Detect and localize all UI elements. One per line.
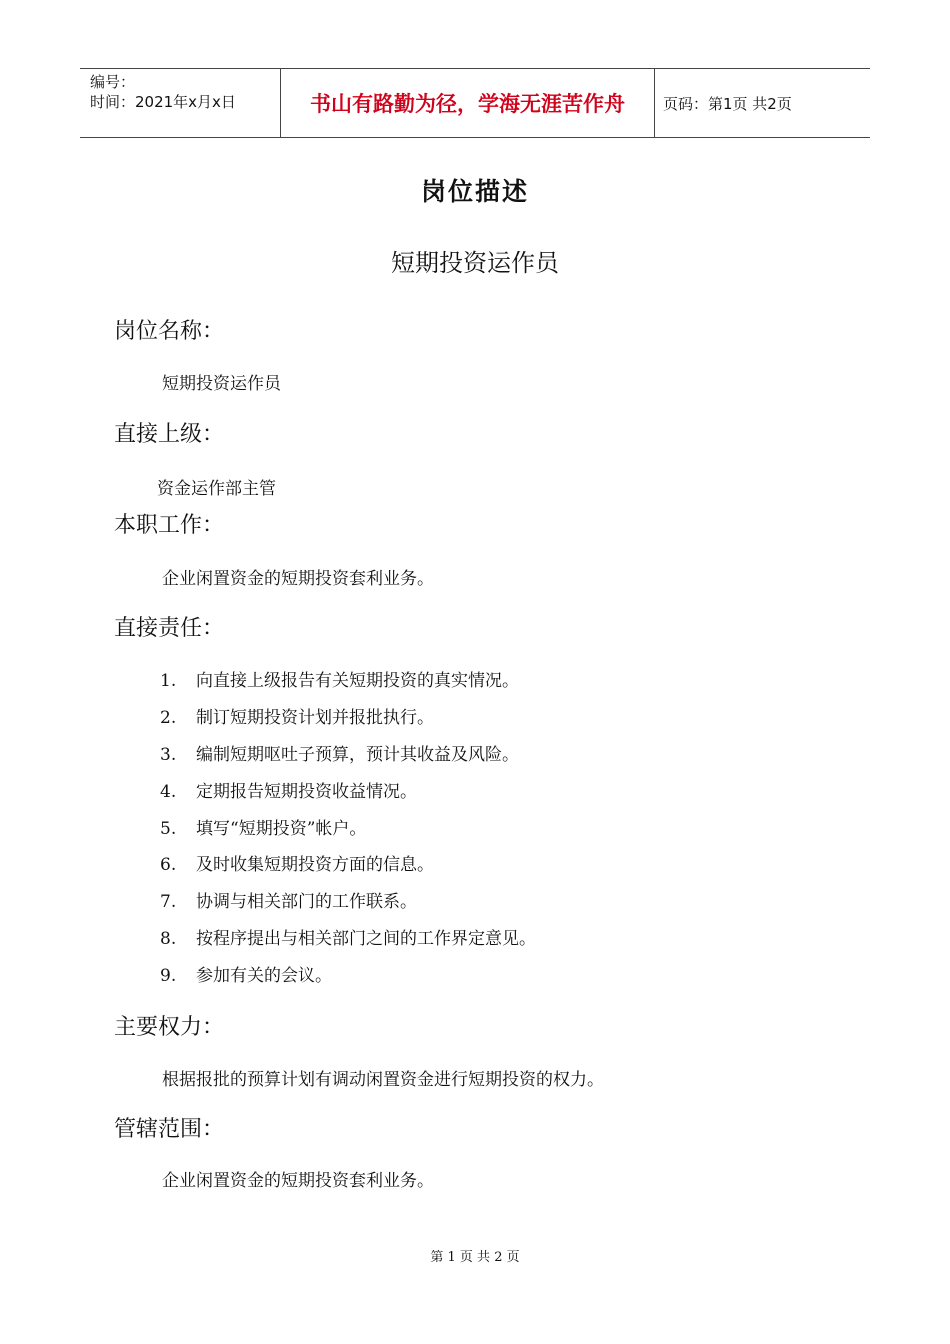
section-heading-scope: 管辖范围： bbox=[114, 1117, 225, 1142]
item-number: 9. bbox=[160, 966, 177, 986]
supervisor-text: 资金运作部主管 bbox=[157, 479, 276, 499]
item-number: 7. bbox=[160, 892, 177, 912]
item-text: 编制短期呕吐子预算，预计其收益及风险。 bbox=[196, 745, 519, 765]
item-text: 及时收集短期投资方面的信息。 bbox=[196, 855, 434, 875]
header-motto: 书山有路勤为径，学海无涯苦作舟 bbox=[281, 69, 655, 137]
responsibility-item bbox=[160, 961, 332, 986]
item-number: 6. bbox=[160, 855, 177, 875]
item-text: 制订短期投资计划并报批执行。 bbox=[196, 708, 434, 728]
item-number: 8. bbox=[160, 929, 177, 949]
section-heading-position-name: 岗位名称： bbox=[114, 319, 225, 344]
page-header bbox=[80, 68, 870, 138]
item-number: 3. bbox=[160, 745, 177, 765]
item-text: 参加有关的会议。 bbox=[196, 966, 332, 986]
item-number: 5. bbox=[160, 819, 177, 839]
item-text: 填写“短期投资”帐户。 bbox=[196, 819, 367, 839]
item-text: 协调与相关部门的工作联系。 bbox=[196, 892, 417, 912]
responsibility-item bbox=[160, 850, 434, 875]
document-number-label: 编号： bbox=[90, 73, 136, 91]
item-number: 4. bbox=[160, 782, 177, 802]
document-title: 岗位描述 bbox=[420, 177, 529, 206]
responsibility-item bbox=[160, 740, 519, 765]
section-heading-responsibilities: 直接责任： bbox=[114, 616, 225, 641]
position-name-text: 短期投资运作员 bbox=[162, 374, 281, 394]
section-heading-authority: 主要权力： bbox=[114, 1015, 225, 1040]
section-heading-supervisor: 直接上级： bbox=[114, 422, 225, 447]
item-number: 2. bbox=[160, 708, 177, 728]
responsibility-item bbox=[160, 924, 536, 949]
document-subtitle: 短期投资运作员 bbox=[391, 249, 559, 277]
item-text: 向直接上级报告有关短期投资的真实情况。 bbox=[196, 671, 519, 691]
scope-text: 企业闲置资金的短期投资套利业务。 bbox=[162, 1171, 434, 1191]
responsibility-item bbox=[160, 814, 366, 839]
document-date: 时间：2021年x月x日 bbox=[90, 93, 236, 111]
section-heading-duty: 本职工作： bbox=[114, 513, 225, 538]
responsibility-item bbox=[160, 777, 417, 802]
authority-text: 根据报批的预算计划有调动闲置资金进行短期投资的权力。 bbox=[162, 1070, 604, 1090]
duty-text: 企业闲置资金的短期投资套利业务。 bbox=[162, 569, 434, 589]
responsibility-item bbox=[160, 666, 519, 691]
header-page-info: 页码：第1页 共2页 bbox=[663, 94, 792, 113]
item-number: 1. bbox=[160, 671, 177, 691]
responsibility-item bbox=[160, 703, 434, 728]
responsibility-item bbox=[160, 887, 417, 912]
header-info-cell bbox=[80, 69, 281, 137]
page-footer: 第 1 页 共 2 页 bbox=[430, 1250, 520, 1265]
item-text: 按程序提出与相关部门之间的工作界定意见。 bbox=[196, 929, 536, 949]
item-text: 定期报告短期投资收益情况。 bbox=[196, 782, 417, 802]
